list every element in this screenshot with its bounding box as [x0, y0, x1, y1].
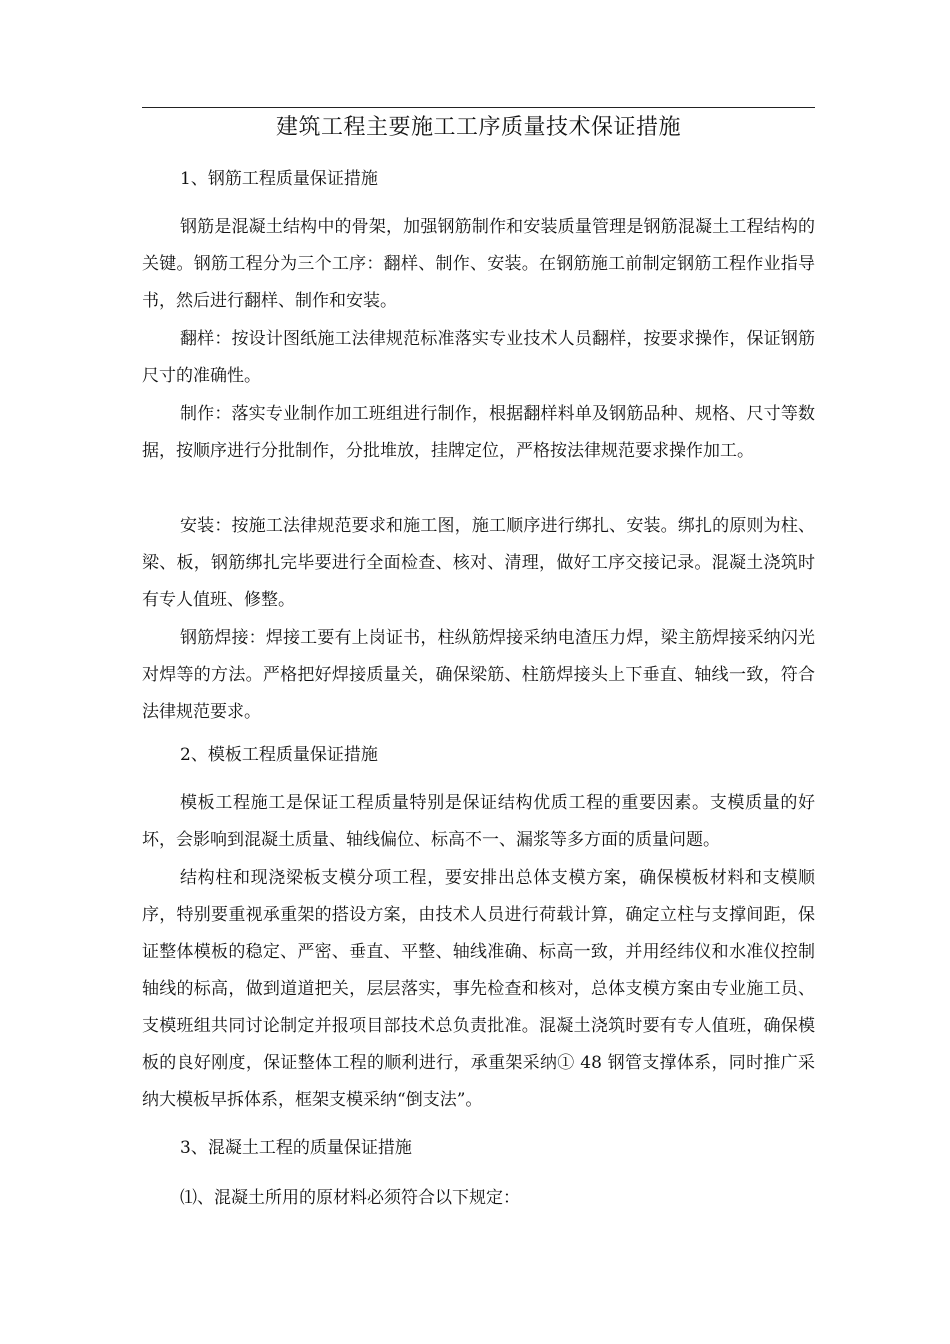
paragraph: 钢筋是混凝土结构中的骨架，加强钢筋制作和安装质量管理是钢筋混凝土工程结构的关键。钢筋工程分为三个工序：翻样、制作、安装。在钢筋施工前制定钢筋工程作业指导书，然后进行翻样、制作和安装。 — [142, 217, 815, 311]
section-heading-2: 2、模板工程质量保证措施 — [180, 745, 378, 765]
paragraph: 制作：落实专业制作加工班组进行制作，根据翻样料单及钢筋品种、规格、尺寸等数据，按顺序进行分批制作，分批堆放，挂牌定位，严格按法律规范要求操作加工。 — [142, 404, 815, 461]
paragraph: 结构柱和现浇梁板支模分项工程，要安排出总体支模方案，确保模板材料和支模顺序，特别要重视承重架的搭设方案，由技术人员进行荷载计算，确定立柱与支撑间距，保证整体模板的稳定、严密、垂直、平整、轴线准确、标高一致，并用经纬仪和水准仪控制轴线的标高，做到道道把关，层层落实，事先检查和核对，总体支模方案由专业施工员、支模班组共同讨论制定并报项目部技术总负责批准。混凝土浇筑时要有专人值班，确保模板的良好刚度，保证整体工程的顺利进行，承重架采纳① 48 钢管支撑体系，同时推广采纳大模板早拆体系，框架支模采纳“倒支法”。 — [142, 868, 815, 1110]
section-heading-3: 3、混凝土工程的质量保证措施 — [180, 1138, 412, 1158]
paragraph: 翻样：按设计图纸施工法律规范标准落实专业技术人员翻样，按要求操作，保证钢筋尺寸的准确性。 — [142, 329, 815, 386]
paragraph: 安装：按施工法律规范要求和施工图，施工顺序进行绑扎、安装。绑扎的原则为柱、梁、板，钢筋绑扎完毕要进行全面检查、核对、清理，做好工序交接记录。混凝土浇筑时有专人值班、修整。 — [142, 516, 815, 610]
paragraph: 模板工程施工是保证工程质量特别是保证结构优质工程的重要因素。支模质量的好坏，会影响到混凝土质量、轴线偏位、标高不一、漏浆等多方面的质量问题。 — [142, 793, 815, 850]
paragraph: 钢筋焊接：焊接工要有上岗证书，柱纵筋焊接采纳电渣压力焊，梁主筋焊接采纳闪光对焊等的方法。严格把好焊接质量关，确保梁筋、柱筋焊接头上下垂直、轴线一致，符合法律规范要求。 — [142, 628, 815, 722]
document-title: 建筑工程主要施工工序质量技术保证措施 — [275, 115, 681, 140]
header-rule — [142, 107, 815, 108]
section-heading-1: 1、钢筋工程质量保证措施 — [180, 169, 378, 189]
subheading: ⑴、混凝土所用的原材料必须符合以下规定： — [180, 1188, 520, 1208]
